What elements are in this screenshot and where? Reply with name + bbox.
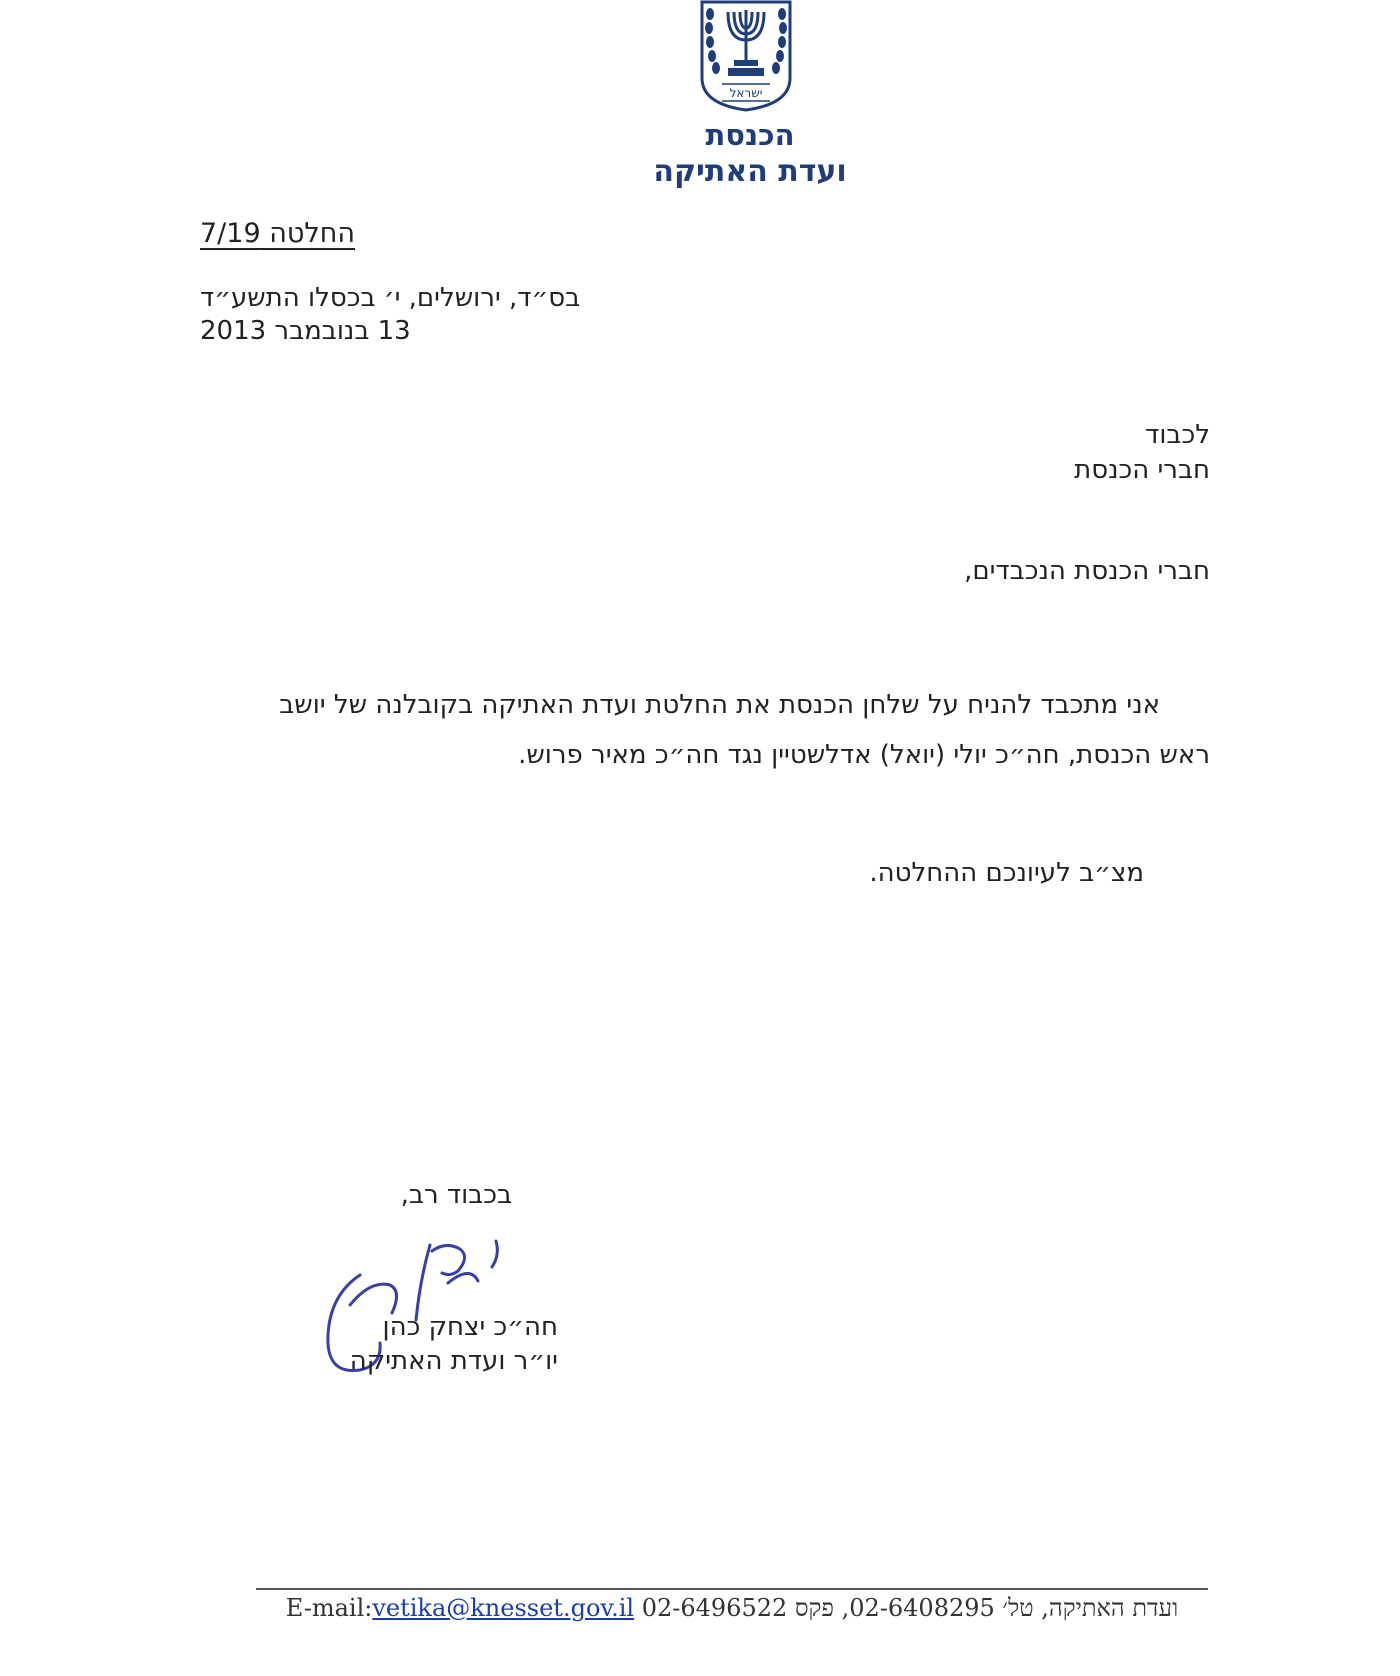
body-paragraph-2: מצ״ב לעיונכם ההחלטה. — [869, 858, 1144, 888]
body-paragraph-1-line-2: ראש הכנסת, חה״כ יולי (יואל) אדלשטיין נגד חה״כ מאיר פרוש. — [518, 740, 1210, 770]
date-gregorian: 13 בנובמבר 2013 — [200, 316, 411, 346]
footer-divider — [256, 1588, 1208, 1590]
emblem-caption: ישראל — [729, 86, 763, 100]
signatory-name: חה״כ יצחק כהן — [382, 1312, 558, 1342]
footer-contact — [256, 1594, 1208, 1623]
addressee-line-2: חברי הכנסת — [1074, 455, 1210, 485]
body-paragraph-1-line-1: אני מתכבד להניח על שלחן הכנסת את החלטת ועדת האתיקה בקובלנה של יושב — [279, 690, 1160, 720]
committee-name: ועדת האתיקה — [653, 154, 847, 189]
closing-regards: בכבוד רב, — [400, 1180, 512, 1210]
addressee-line-1: לכבוד — [1145, 420, 1210, 450]
org-name: הכנסת — [705, 118, 795, 152]
footer-email-label: E-mail: — [285, 1594, 373, 1622]
date-hebrew: בס״ד, ירושלים, י׳ בכסלו התשע״ד — [200, 283, 581, 313]
footer-email-link[interactable]: vetika@knesset.gov.il — [372, 1594, 635, 1622]
footer-phone-fax: ועדת האתיקה, טל׳ 02-6408295, פקס 02-6496522 — [641, 1594, 1179, 1622]
signatory-title: יו״ר ועדת האתיקה — [349, 1346, 558, 1376]
decision-number: החלטה 7/19 — [200, 218, 355, 249]
salutation: חברי הכנסת הנכבדים, — [964, 556, 1210, 586]
state-of-israel-emblem-icon — [694, 0, 798, 114]
